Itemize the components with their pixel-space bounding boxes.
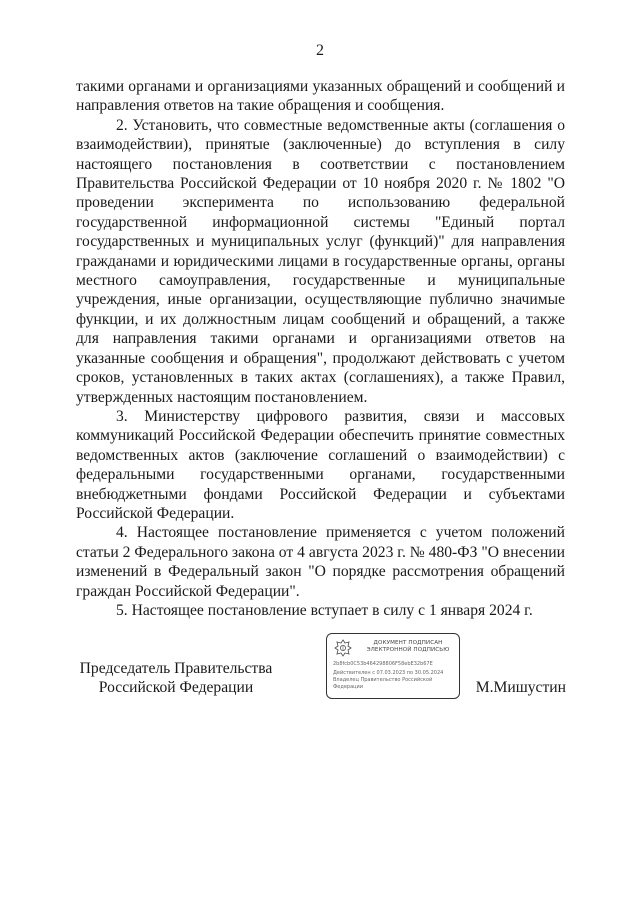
paragraph-3: 3. Министерству цифрового развития, связи и массовых коммуникаций Российской Федерации обеспечить принятие совместных ведомственных актов (заключение соглашений о взаимодействии) с федеральными государственными органами, государственными внебюджетными фондами Российской Федерации и субъектами Российской Федерации. [76,407,565,522]
page-number: 2 [316,42,324,59]
paragraph-4: 4. Настоящее постановление применяется с учетом положений статьи 2 Федерального закона от 4 августа 2023 г. № 480-ФЗ "О внесении изменений в Федеральный закон "О порядке рассмотрения обращений граждан Российской Федерации". [76,524,565,600]
stamp-title [359,640,457,654]
stamp-title-line-1: ДОКУМЕНТ ПОДПИСАН [373,640,443,646]
stamp-owner-line-2: Федерации [333,684,364,690]
signatory-position [76,659,276,698]
stamp-certificate-serial: 2b8fcb0C53b464298806F58ebE32b67E [333,661,433,667]
stamp-title-line-2: ЭЛЕКТРОННОЙ ПОДПИСЬЮ [366,647,450,653]
signatory-position-line-2: Российской Федерации [98,679,254,697]
electronic-signature-stamp [326,633,460,699]
signatory-position-line-1: Председатель Правительства [79,660,273,677]
paragraph-5: 5. Настоящее постановление вступает в силу с 1 января 2024 г. [116,601,533,619]
stamp-validity: Действителен с 07.03.2023 по 30.05.2024 [333,670,444,676]
coat-of-arms-icon [334,639,352,657]
paragraph-1: такими органами и организациями указанных обращений и сообщений и направления ответов на такие обращения и сообщения. [76,78,565,115]
signatory-name: М.Мишустин [475,679,566,696]
stamp-owner-line-1: Владелец Правительство Российской [333,677,433,683]
paragraph-2: 2. Установить, что совместные ведомственные акты (соглашения о взаимодействии), принятые (заключенные) до вступления в силу настоящего постановления в соответствии с постановлением Правительства Российской Федерации от 10 ноября 2020 г. № 1802 "О проведении эксперимента по использованию федеральной государственной информационной системы "Единый портал государственных и муниципальных услуг (функций)" для направления гражданами и юридическими лицами в государственные органы, органы местного самоуправления, государственные и муниципальные учреждения, иные организации, осуществляющие публично значимые функции, и их должностным лицам сообщений и обращений, а также для направления такими органами и организациями ответов на указанные сообщения и обращения", продолжают действовать с учетом сроков, установленных в таких актах (соглашениях), а также Правил, утвержденных настоящим постановлением. [76,116,565,406]
document-body [76,77,565,620]
